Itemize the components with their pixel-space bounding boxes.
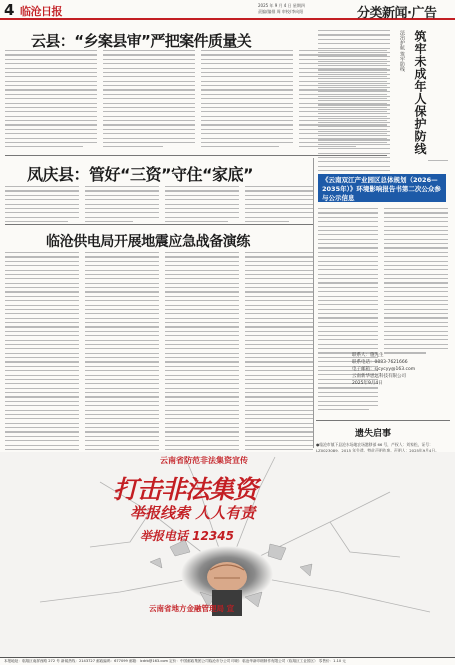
- article-2-headline: 凤庆县：管好“三资”守住“家底”: [27, 165, 254, 184]
- contact-company: 云南新华思远科技有限公司: [352, 374, 406, 379]
- sidebar-title: 筑牢未成年人保护防线: [413, 30, 427, 155]
- article-3-col-4: [245, 252, 313, 458]
- ad-heading: 云南省防范非法集资宣传: [160, 456, 248, 465]
- sidebar-topic: 法治护航 筑牢防线: [399, 30, 405, 72]
- article-2-col-2: [85, 186, 159, 225]
- column-divider: [313, 158, 314, 448]
- article-1-headline: 云县：“乡案县审”严把案件质量关: [31, 32, 252, 50]
- sidebar-text: [318, 30, 390, 179]
- article-2-col-1: [5, 186, 79, 225]
- contact-email: 电子邮箱：sjcycyy@163.com: [352, 367, 416, 372]
- article-1-col-2: [103, 50, 195, 151]
- notice-col-2: [384, 208, 448, 357]
- newspaper-logo: 临沧日报: [20, 5, 62, 18]
- notice-contact: [352, 352, 415, 387]
- masthead-date: 2025 年 9 月 4 日 星期四: [258, 3, 305, 8]
- masthead-meta: [258, 3, 305, 15]
- divider-3: [316, 420, 450, 421]
- ad-sponsor: 云南省地方金融管理局 宣: [149, 604, 235, 613]
- obituary-title: 遗失启事: [355, 429, 392, 439]
- contact-phone: 联系电话：0883-7621666: [352, 360, 408, 365]
- contact-person: 联系人：施先生: [352, 353, 384, 358]
- divider-2: [5, 224, 313, 225]
- masthead: [0, 0, 455, 20]
- article-1-col-3: [201, 50, 293, 151]
- article-3-headline: 临沧供电局开展地震应急战备演练: [46, 234, 250, 250]
- sidebar-text-tail: [428, 160, 448, 164]
- notice-title: 《云南双江产业园区总体规划（2026—2035年）》环境影响报告书第二次公众参与公示信息: [318, 174, 446, 202]
- article-1-col-1: [5, 50, 97, 151]
- article-3-col-2: [85, 252, 159, 458]
- article-3-col-3: [165, 252, 239, 458]
- page-footer: 本报地址：临翔区南屏西路 272 号 新闻热线：2143727 邮政编码：677099 邮箱：lcdrb@163.com 定价：中国邮政集团公司临沧市分公司 印刷：临沧华新印刷制作有限公司（临翔区工业园区） 零售价：1.10 元: [0, 657, 455, 665]
- contact-date: 2025年9月4日: [352, 381, 383, 386]
- ad-hotline: 举报电话 12345: [140, 529, 234, 543]
- page-number: 4: [4, 1, 15, 19]
- masthead-editors: 责编/编排 周 审校/李向阳: [258, 9, 304, 14]
- anti-fraud-ad: [0, 452, 455, 657]
- section-title: 分类新闻·广告: [357, 6, 437, 21]
- obituary-text: ●临沧市镇下县沧水场地农场港移部 66 号，产权人：刘家松，证号：LZ0023089，2015 年失遗。特此声明作废。声明人：2025年9月4日。: [316, 442, 439, 453]
- article-3-col-1: [5, 252, 79, 458]
- article-2-col-3: [165, 186, 239, 225]
- ad-main-slogan: 打击非法集资: [113, 475, 258, 504]
- ad-sub-slogan: 举报线索 人人有责: [130, 504, 256, 522]
- article-2-col-4: [245, 186, 313, 225]
